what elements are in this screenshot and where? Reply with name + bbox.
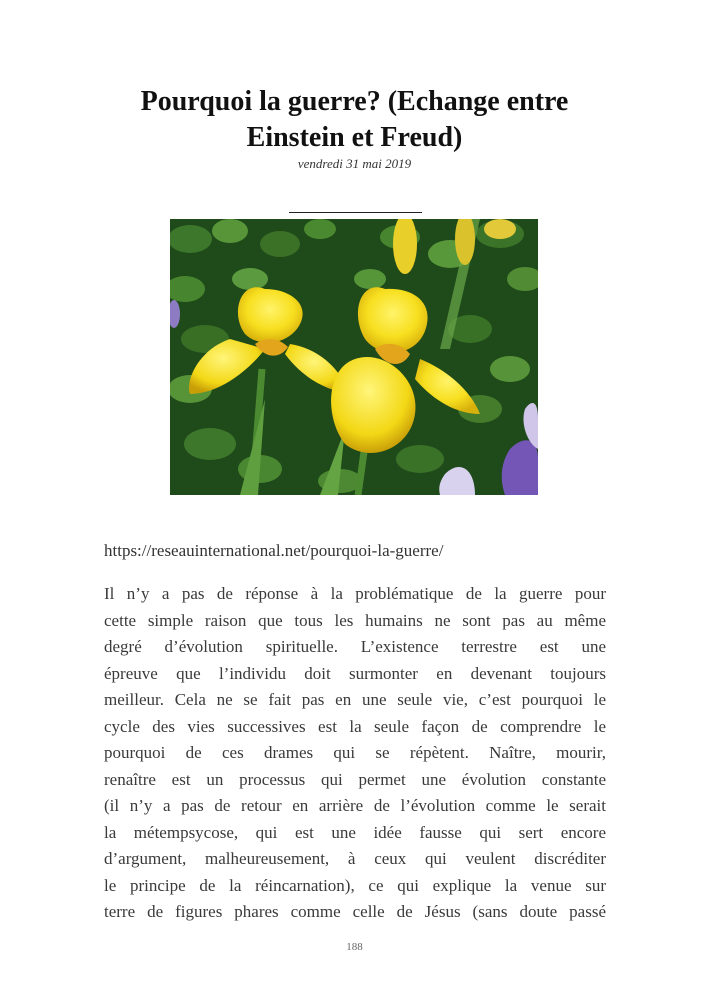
- paragraph-line: Il n’y a pas de réponse à la problématique de la guerre pour: [104, 584, 606, 603]
- paragraph-line: meilleur. Cela ne se fait pas en une seule vie, c’est pourquoi le: [104, 690, 606, 709]
- paragraph-line: d’argument, malheureusement, à ceux qui veulent discréditer: [104, 849, 606, 868]
- paragraph-line: cette simple raison que tous les humains ne sont pas au même: [104, 610, 606, 630]
- paragraph-line: pourquoi de ces drames qui se répètent. Naître, mourir,: [104, 743, 606, 762]
- title-line-1: Pourquoi la guerre? (Echange entre: [140, 86, 569, 117]
- title-line-2: Einstein et Freud): [246, 122, 463, 153]
- paragraph-line: la métempsycose, qui est une idée fausse qui sert encore: [104, 822, 606, 842]
- source-url[interactable]: https://reseauinternational.net/pourquoi-la-guerre/: [104, 541, 444, 560]
- paragraph-line: renaître est un processus qui permet une évolution constante: [104, 769, 606, 789]
- page-number: 188: [346, 941, 363, 953]
- paragraph-line: (il n’y a pas de retour en arrière de l’évolution comme le serait: [104, 796, 606, 815]
- iris-photo: [170, 219, 538, 495]
- paragraph-line: cycle des vies successives est la seule façon de comprendre le: [104, 716, 606, 736]
- paragraph-line: le principe de la réincarnation), ce qui explique la venue sur: [104, 875, 606, 895]
- publication-date: vendredi 31 mai 2019: [297, 156, 412, 171]
- separator-rule: [289, 212, 422, 213]
- article-paragraph: [104, 581, 606, 926]
- paragraph-line: terre de figures phares comme celle de Jésus (sans doute passé: [104, 902, 606, 921]
- page-title: [80, 84, 629, 156]
- paragraph-line: épreuve que l’individu doit surmonter en devenant toujours: [104, 663, 606, 683]
- paragraph-line: degré d’évolution spirituelle. L’existence terrestre est une: [104, 637, 606, 656]
